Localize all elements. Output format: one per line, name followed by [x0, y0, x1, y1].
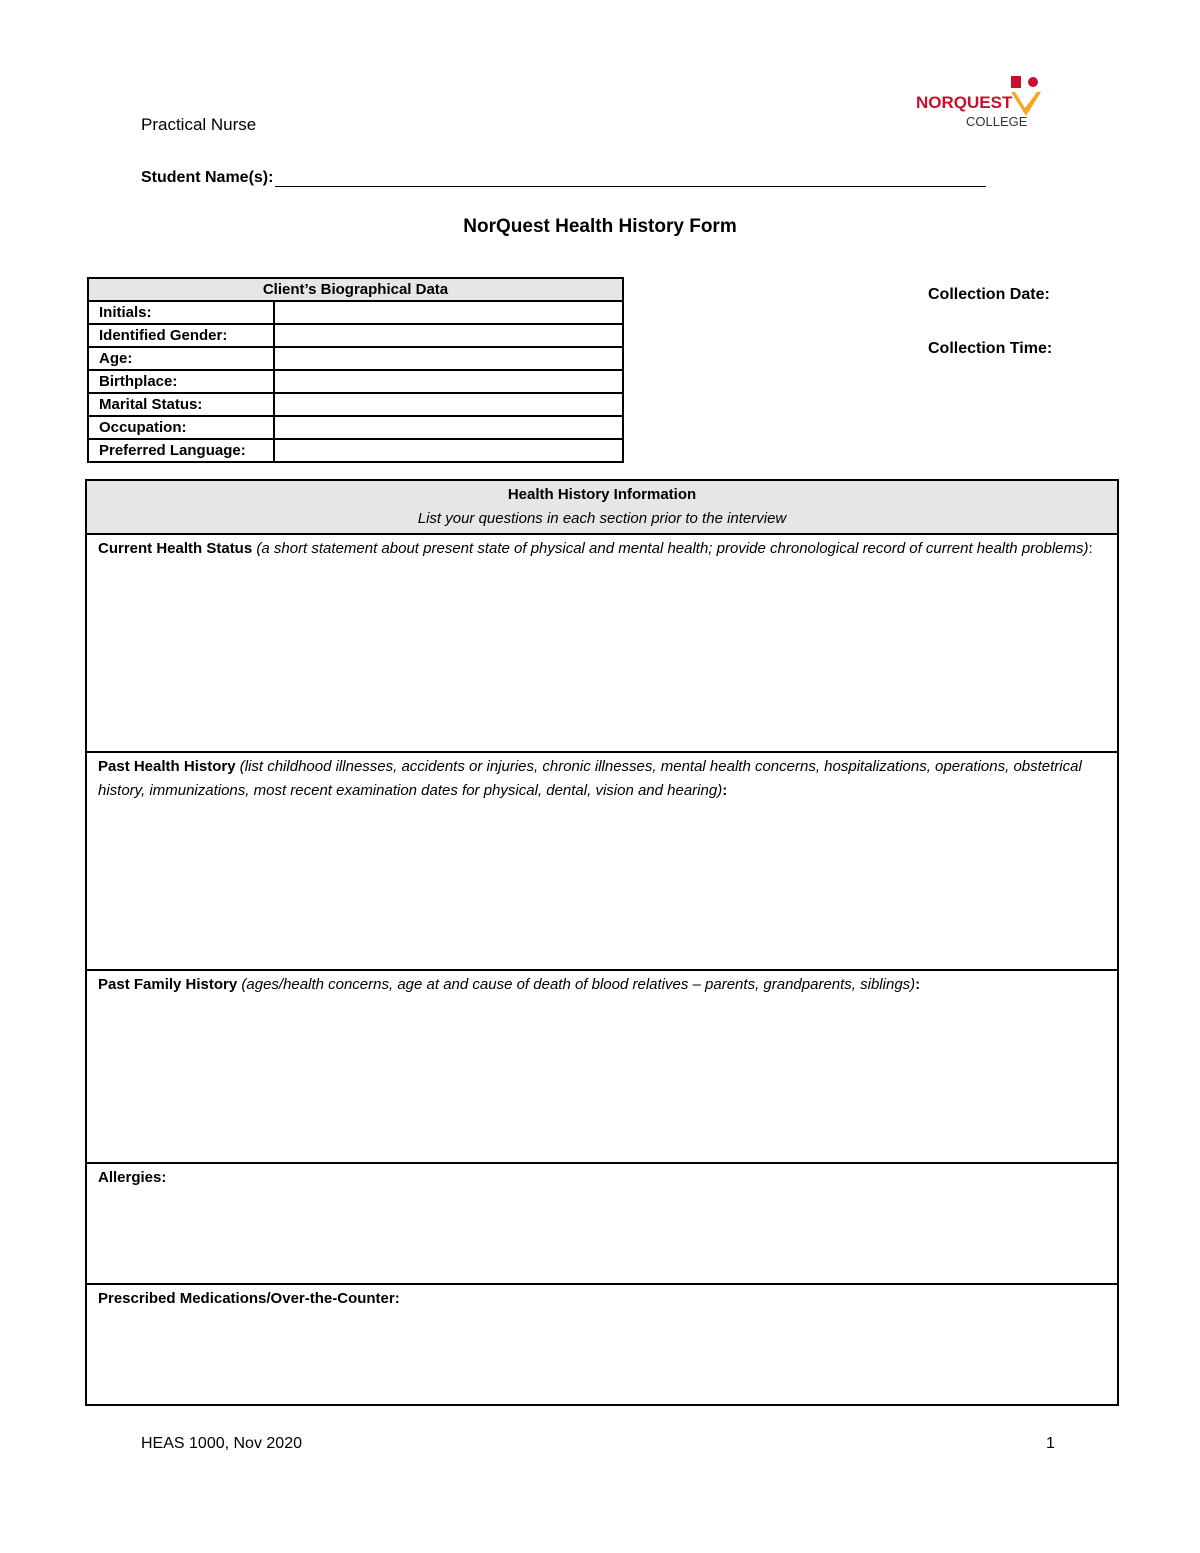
collection-time-label: Collection Time:	[928, 340, 1053, 357]
footer-page-number: 1	[1046, 1435, 1055, 1452]
bio-row-marital-status	[88, 393, 623, 416]
svg-text:NORQUEST: NORQUEST	[916, 93, 1013, 112]
health-history-title: Health History Information	[507, 486, 697, 503]
bio-value-cell[interactable]	[274, 393, 623, 416]
bio-label: Identified Gender:	[88, 324, 274, 347]
section-allergies[interactable]	[86, 1163, 1118, 1284]
norquest-logo	[912, 74, 1042, 130]
bio-row-initials	[88, 301, 623, 324]
health-history-subtitle: List your questions in each section prior to the interview	[417, 510, 787, 527]
form-title: NorQuest Health History Form	[463, 216, 737, 237]
section-current-health-status[interactable]	[86, 534, 1118, 752]
bio-value-cell[interactable]	[274, 416, 623, 439]
bio-value-cell[interactable]	[274, 439, 623, 462]
bio-row-occupation	[88, 416, 623, 439]
collection-info	[928, 286, 1052, 394]
health-history-header	[86, 480, 1118, 534]
section-description: (a short statement about present state of physical and mental health; provide chronological record of current health problems)	[256, 540, 1089, 557]
bio-table-title: Client’s Biographical Data	[88, 278, 623, 301]
section-title: Prescribed Medications/Over-the-Counter:	[98, 1290, 400, 1307]
section-suffix: :	[1088, 540, 1093, 557]
bio-row-language	[88, 439, 623, 462]
bio-label: Marital Status:	[88, 393, 274, 416]
bio-value-cell[interactable]	[274, 347, 623, 370]
section-title: Past Family History	[98, 976, 238, 993]
section-suffix: :	[722, 782, 728, 799]
section-past-health-history[interactable]	[86, 752, 1118, 970]
biographical-data-table	[87, 277, 624, 463]
bio-label: Birthplace:	[88, 370, 274, 393]
svg-text:COLLEGE: COLLEGE	[966, 114, 1028, 129]
section-medications[interactable]	[86, 1284, 1118, 1405]
student-name-field[interactable]	[141, 166, 986, 187]
footer-course: HEAS 1000, Nov 2020	[141, 1435, 302, 1452]
bio-value-cell[interactable]	[274, 301, 623, 324]
section-description: (list childhood illnesses, accidents or injuries, chronic illnesses, mental health concerns, hospitalizations, operations, obstetrical history, immunizations, most recent examination dates for physical, dental, vision and hearing)	[98, 758, 1082, 799]
section-title: Current Health Status	[98, 540, 253, 557]
bio-label: Preferred Language:	[88, 439, 274, 462]
bio-value-cell[interactable]	[274, 324, 623, 347]
bio-value-cell[interactable]	[274, 370, 623, 393]
student-name-label: Student Name(s):	[141, 169, 274, 186]
section-suffix: :	[915, 976, 921, 993]
student-name-input[interactable]	[275, 166, 986, 187]
health-history-table	[85, 479, 1119, 1406]
bio-row-gender	[88, 324, 623, 347]
program-name: Practical Nurse	[141, 115, 257, 134]
bio-row-age	[88, 347, 623, 370]
bio-label: Occupation:	[88, 416, 274, 439]
collection-date-label: Collection Date:	[928, 286, 1050, 303]
section-title: Allergies:	[98, 1169, 167, 1186]
section-description: (ages/health concerns, age at and cause of death of blood relatives – parents, grandparents, siblings)	[241, 976, 916, 993]
section-past-family-history[interactable]	[86, 970, 1118, 1163]
section-title: Past Health History	[98, 758, 236, 775]
bio-label: Age:	[88, 347, 274, 370]
bio-row-birthplace	[88, 370, 623, 393]
bio-label: Initials:	[88, 301, 274, 324]
